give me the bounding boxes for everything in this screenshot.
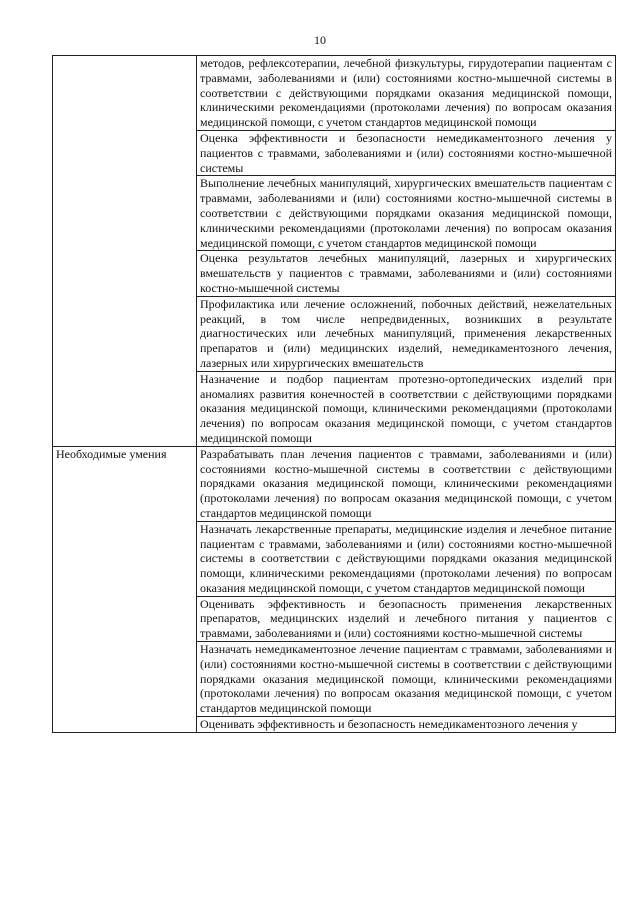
table-cell: Назначать немедикаментозное лечение пациентам с травмами, заболеваниями и (или) состояниями костно-мышечной системы в соответствии с действующими порядками оказания медицинской помощи, клиническими рекомендациями (протоколами лечения) по вопросам оказания медицинской помощи, с учетом стандартов медицинской помощи [197, 642, 616, 717]
table-cell: Оценивать эффективность и безопасность применения лекарственных препаратов, медицинских изделий и лечебного питания у пациентов с травмами, заболеваниями и (или) состояниями костно-мышечной системы [197, 596, 616, 641]
requirements-table [52, 55, 616, 733]
row-label-empty [53, 56, 197, 447]
table-cell: Назначение и подбор пациентам протезно-ортопедических изделий при аномалиях развития конечностей в соответствии с действующими порядками оказания медицинской помощи, клиническими рекомендациями (протоколами лечения) по вопросам оказания медицинской помощи, с учетом стандартов медицинской помощи [197, 371, 616, 446]
table-cell: Назначать лекарственные препараты, медицинские изделия и лечебное питание пациентам с травмами, заболеваниями и (или) состояниями костно-мышечной системы в соответствии с действующими порядками оказания медицинской помощи, клиническими рекомендациями (протоколами лечения) по вопросам оказания медицинской помощи, с учетом стандартов медицинской помощи [197, 521, 616, 596]
table-cell: Профилактика или лечение осложнений, побочных действий, нежелательных реакций, в том числе непредвиденных, возникших в результате диагностических или лечебных манипуляций, применения лекарственных препаратов и (или) медицинских изделий, немедикаментозного лечения, лазерных или хирургических вмешательств [197, 296, 616, 371]
table-cell: Оценивать эффективность и безопасность немедикаментозного лечения у [197, 717, 616, 733]
table-cell: Разрабатывать план лечения пациентов с травмами, заболеваниями и (или) состояниями костно-мышечной системы в соответствии с действующими порядками оказания медицинской помощи, клиническими рекомендациями (протоколами лечения) по вопросам оказания медицинской помощи, с учетом стандартов медицинской помощи [197, 446, 616, 521]
table-row [53, 446, 616, 521]
table-cell: методов, рефлексотерапии, лечебной физкультуры, гирудотерапии пациентам с травмами, заболеваниями и (или) состояниями костно-мышечной системы в соответствии с действующими порядками оказания медицинской помощи, клиническими рекомендациями (протоколами лечения) по вопросам оказания медицинской помощи, с учетом стандартов медицинской помощи [197, 56, 616, 131]
row-label-skills: Необходимые умения [53, 446, 197, 732]
table-cell: Оценка эффективности и безопасности немедикаментозного лечения у пациентов с травмами, заболеваниями и (или) состояниями костно-мышечной системы [197, 130, 616, 175]
table-cell: Оценка результатов лечебных манипуляций, лазерных и хирургических вмешательств у пациентов с травмами, заболеваниями и (или) состояниями костно-мышечной системы [197, 251, 616, 296]
table-row [53, 56, 616, 131]
page-number: 10 [314, 33, 326, 47]
table-cell: Выполнение лечебных манипуляций, хирургических вмешательств пациентам с травмами, заболеваниями и (или) состояниями костно-мышечной системы в соответствии с действующими порядками оказания медицинской помощи, клиническими рекомендациями (протоколами лечения) по вопросам оказания медицинской помощи, с учетом стандартов медицинской помощи [197, 176, 616, 251]
